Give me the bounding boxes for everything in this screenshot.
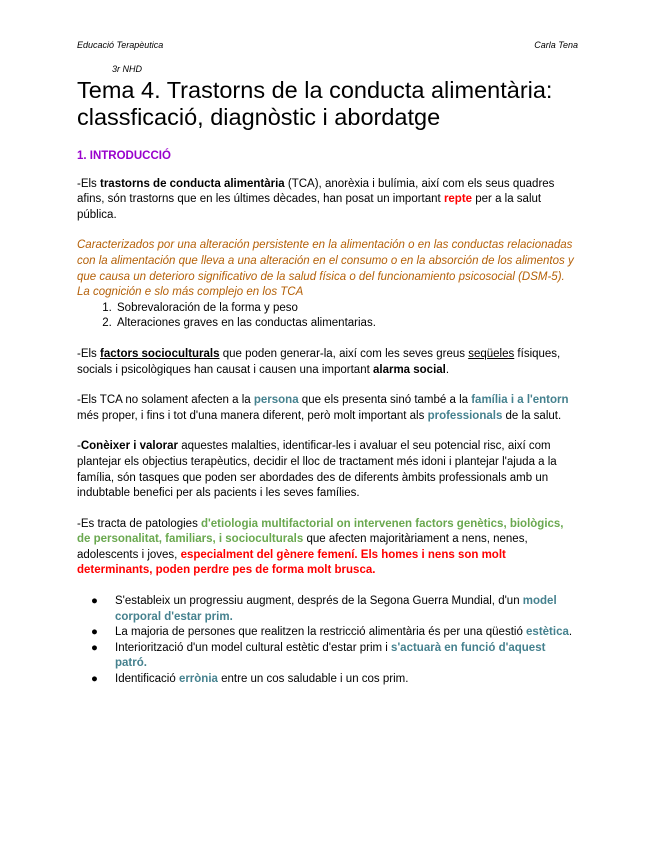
highlight-teal: estètica [526, 626, 569, 639]
header-subheader: 3r NHD [112, 64, 143, 74]
text: La majoria de persones que realitzen la restricció alimentària és per una qüestió [115, 626, 527, 639]
highlight-teal: model corporal d'estar prim. [115, 595, 557, 623]
highlight-teal: persona [253, 394, 299, 407]
bullet-icon: ● [91, 673, 98, 686]
bullet-icon: ● [91, 595, 98, 608]
bullet-list-item [91, 641, 577, 672]
text: -Es tracta de patologies [77, 517, 202, 530]
text: entre un cos saludable i un cos prim. [217, 673, 409, 686]
text: . [445, 363, 450, 376]
bold-underlined-term: factors socioculturals [100, 347, 220, 360]
bold-term: alarma social [372, 363, 446, 376]
ordered-list [77, 301, 577, 332]
bullet-list-item [91, 625, 577, 641]
text: S'estableix un progressiu augment, després de la Segona Guerra Mundial, d'un [115, 595, 523, 608]
highlight-red: repte [443, 193, 473, 206]
text: de la salut. [502, 409, 562, 422]
text: - [77, 440, 81, 453]
bold-term: Conèixer i valorar [80, 440, 178, 453]
text: . [568, 626, 573, 639]
section-heading-introduccio: 1. INTRODUCCIÓ [77, 150, 171, 162]
highlight-teal: errònia [178, 673, 218, 686]
highlight-green: d'etiologia multifactorial on intervenen factors genètics, biològics, de personalitat, familiars, i socioculturals [77, 517, 564, 546]
text: que afecten majoritàriament a nens, nenes, adolescents i joves, [77, 533, 528, 561]
paragraph-socioculturals [77, 347, 577, 378]
text: que els presenta sinó també a la [298, 394, 472, 407]
text: -Els [77, 347, 100, 360]
bullet-icon: ● [91, 641, 98, 654]
ordered-list-item: 2. Alteraciones graves en las conductas alimentarias. [115, 316, 577, 332]
bullet-list-item [91, 594, 577, 625]
bullet-icon: ● [91, 626, 98, 639]
text: per a la salut pública. [77, 193, 542, 221]
cognition-note: La cognición e slo más complejo en los TCA [77, 286, 304, 299]
text: (TCA), anorèxia i bulímia, així com els seus quadres afins, són trastorns que en les últimes dècades, han posat un important [77, 177, 555, 206]
highlight-teal: s'actuarà en funció d'aquest patró. [115, 641, 546, 670]
page-title: Tema 4. Trastorns de la conducta alimentària: classficació, diagnòstic i abordatge [77, 77, 553, 130]
text: més proper, i fins i tot d'una manera diferent, però molt important als [77, 409, 428, 422]
paragraph-conixer [77, 439, 577, 501]
text: físiques, socials i psicològiques han causat i causen una important [77, 347, 561, 376]
bold-term: trastorns de conducta alimentària [100, 177, 285, 190]
paragraph-tca-definition [77, 177, 577, 224]
dsm5-definition: Caracterizados por una alteración persistente en la alimentación o en las conductas relacionadas con la alimentación que lleva a una alteración en el consumo o en la absorción de los alimentos y que causa un deterioro significativo de la salud física o del funcionamiento psicosocial (DSM-5). [77, 239, 574, 283]
bullet-list-item [91, 672, 577, 688]
header-author: Carla Tena [534, 40, 578, 50]
text: Interiorització d'un model cultural estètic d'estar prim i [115, 641, 392, 654]
underlined-term: seqüeles [468, 347, 515, 360]
paragraph-patologies [77, 517, 577, 579]
header-course: Educació Terapèutica [77, 40, 164, 50]
text: aquestes malalties, identificar-les i avaluar el seu potencial risc, així com plantejar els objectius terapèutics, decidir el lloc de tractament més idoni i plantejar l'ajuda a la família, són tasques que poden ser abordades des de diferents àmbits professionals amb un indubtable benefici per als pacients i les seves famílies. [77, 440, 557, 500]
text: Identificació [115, 673, 179, 686]
text: que poden generar-la, així com les seves greus [219, 347, 469, 360]
paragraph-affected [77, 393, 577, 424]
ordered-list-item: 1. Sobrevaloración de la forma y peso [115, 301, 577, 317]
highlight-teal: professionals [427, 409, 503, 422]
text: -Els TCA no solament afecten a la [77, 394, 254, 407]
text: -Els [77, 177, 100, 190]
highlight-red: especialment del gènere femení. Els homes i nens son molt determinants, poden perdre pes de forma molt brusca. [77, 548, 506, 577]
document-body [77, 149, 577, 688]
highlight-teal: família i a l'entorn [471, 394, 569, 407]
bullet-list [77, 594, 577, 688]
